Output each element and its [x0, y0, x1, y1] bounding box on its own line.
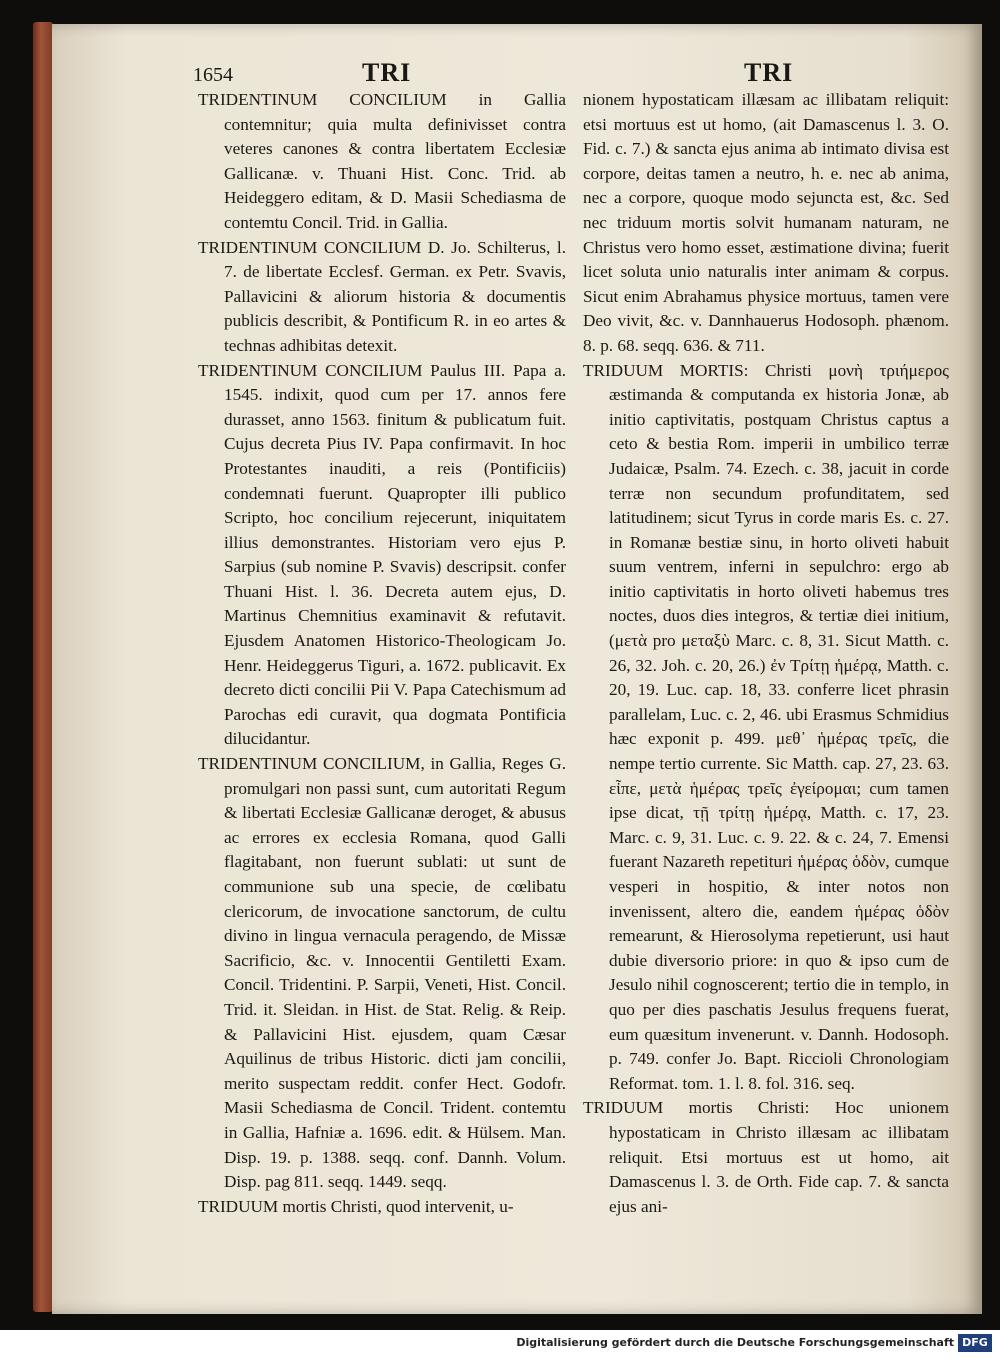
digitization-footer [0, 1330, 1000, 1358]
dfg-logo: DFG [958, 1334, 992, 1352]
entry-triduum-christi: TRIDUUM mortis Christi: Hoc unionem hypostaticam in Christo illæsam ac illibatam reliquit. Etsi mortuus est ut homo, ait Damascenus l. 3. de Orth. Fide cap. 7. & sancta ejus ani- [583, 1098, 949, 1216]
entry-concilium-paulus: TRIDENTINUM CONCILIUM Paulus III. Papa a. 1545. indixit, quod cum per 17. annos fere durasset, anno 1563. finitum & publicatum fuit. Cujus decreta Pius IV. Papa confirmavit. In hoc Protestantes inauditi, a reis (Pontificiis) condemnati fuerunt. Quapropter illi publico Scripto, hoc concilium rejecerunt, iniquitatem illius demonstrantes. Historiam vero ejus P. Sarpius (sub nomine P. Svavis) descripsit. confer Thuani Hist. l. 36. Decreta autem ejus, D. Martinus Chemnitius examinavit & refutavit. Ejusdem Anatomen Historico-Theologicam Jo. Henr. Heideggerus Tiguri, a. 1672. publicavit. Ex decreto dicti concilii Pii V. Papa Catechismum ad Parochas edi curavit, qua dogmata Pontificia dilucidantur. [198, 360, 566, 749]
entry-triduum-continued: nionem hypostaticam illæsam ac illibatam reliquit: etsi mortuus est ut homo, (ait Damascenus l. 3. O. Fid. c. 7.) & sancta ejus anima ab intimato divisa est corpore, deitas tamen a neutro, h. e. nec ab anima, nec a corpore, quoque modo sejuncta est, &c. Sed nec triduum mortis solvit humanam naturam, ne Christus vero homo esset, æstimatione divina; fuerit licet soluta unio naturalis inter animam & corpus. Sicut enim Abrahamus physice mortuus, tamen vere Deo vivit, &c. v. Dannhauerus Hodosoph. phænom. 8. p. 68. seqq. 636. & 711. [583, 90, 949, 355]
entry-concilium-schilterus: TRIDENTINUM CONCILIUM D. Jo. Schilterus, l. 7. de libertate Ecclesf. German. ex Petr. Svavis, Pallavicini & aliorum historia & documentis publicis describit, & Pontificum R. in eo artes & technas adhibitas detexit. [198, 237, 566, 355]
page-number: 1654 [193, 64, 233, 86]
footer-credit: Digitalisierung gefördert durch die Deutsche Forschungsgemeinschaft [516, 1336, 954, 1349]
entry-triduum-start: TRIDUUM mortis Christi, quod intervenit, u- [198, 1196, 514, 1216]
book-edge [33, 22, 53, 1312]
entry-triduum-mortis: TRIDUUM MORTIS: Christi μονὴ τριήμερος æstimanda & computanda ex historia Jonæ, ab initio captivitatis, postquam Christus captus a ceto & bestia Rom. imperii in umbilico terræ Judaicæ, Psalm. 74. Ezech. c. 38, jacuit in corde terræ non secundum profunditatem, sed latitudinem; sicut Tyrus in corde maris Es. c. 27. in Romanæ bestiæ sinu, in horto oliveti habuit suum ventrem, inferni in sepulchro: ergo ab initio captivitatis in horto oliveti habemus tres noctes, duos dies integros, & tertiæ diei initium, (μετὰ pro μεταξὺ Marc. c. 8, 31. Sicut Matth. c. 26, 32. Joh. c. 20, 26.) ἐν Τρίτῃ ἡμέρᾳ, Matth. c. 20, 19. Luc. cap. 18, 33. conferre licet phrasin parallelam, Luc. c. 2, 46. ubi Erasmus Schmidius hæc exponit p. 499. μεθ᾽ ἡμέρας τρεῖς, die nempe tertio currente. Sic Matth. cap. 27, 23. 63. εἶπε, μετὰ ἡμέρας τρεῖς ἐγείρομαι; cum tamen ipse dicat, τῇ τρίτῃ ἡμέρᾳ, Matth. c. 17, 23. Marc. c. 9, 31. Luc. c. 9. 22. & c. 24, 7. Emensi fuerant Nazareth repetituri ἡμέρας ὁδὸν, cumque vesperi in hospitio, & inter notos non invenissent, altero die, eandem ἡμέρας ὁδὸν remearunt, & Hierosolyma repetierunt, usi haut dubie diversorio priore: in quo & ipso cum de Jesulo nihil cognoscerent; tertio die in templo, in quo per dies paschatis Jesulus frequens fuerat, eum quæsitum invenerunt. v. Dannh. Hodosoph. p. 749. confer Jo. Bapt. Riccioli Chronologiam Reformat. tom. 1. l. 8. fol. 316. seq. [583, 360, 949, 1093]
right-column [583, 88, 949, 1219]
entry-concilium-reges: TRIDENTINUM CONCILIUM, in Gallia, Reges G. promulgari non passi sunt, cum autoritati Regum & libertati Ecclesiæ Gallicanæ deroget, & abusus ac errores ex ecclesia Romana, quod Galli flagitabant, non fuerunt sublati: ut sunt de communione sub una specie, de cœlibatu clericorum, de invocatione sanctorum, de cultu divino in lingua vernacula peragendo, de Missæ Sacrificio, &c. v. Innocentii Gentiletti Exam. Concil. Tridentini. P. Sarpii, Veneti, Hist. Concil. Trid. it. Sleidan. in Hist. de Stat. Relig. & Reip. & Pallavicini Hist. ejusdem, quam Cæsar Aquilinus de tribus Historic. dicti jam concilii, merito suspectam reddit. confer Hect. Godofr. Masii Schediasma de Concil. Trident. contemtu in Gallia, Hafniæ a. 1696. edit. & Hülsem. Man. Disp. 19. p. 1388. seqq. conf. Dannh. Volum. Disp. pag 811. seqq. 1449. seqq. [198, 754, 566, 1192]
left-column [198, 88, 566, 1219]
page-header [0, 58, 1000, 88]
running-head-left: TRI [362, 58, 412, 87]
entry-concilium-gallia-contemnitur: TRIDENTINUM CONCILIUM in Gallia contemnitur; quia multa definivisset contra veteres canones & contra libertatem Ecclesiæ Gallicanæ. v. Thuani Hist. Conc. Trid. ab Heideggero editam, & D. Masii Schediasma de contemtu Concil. Trid. in Gallia. [198, 90, 566, 232]
running-head-right: TRI [744, 58, 794, 87]
